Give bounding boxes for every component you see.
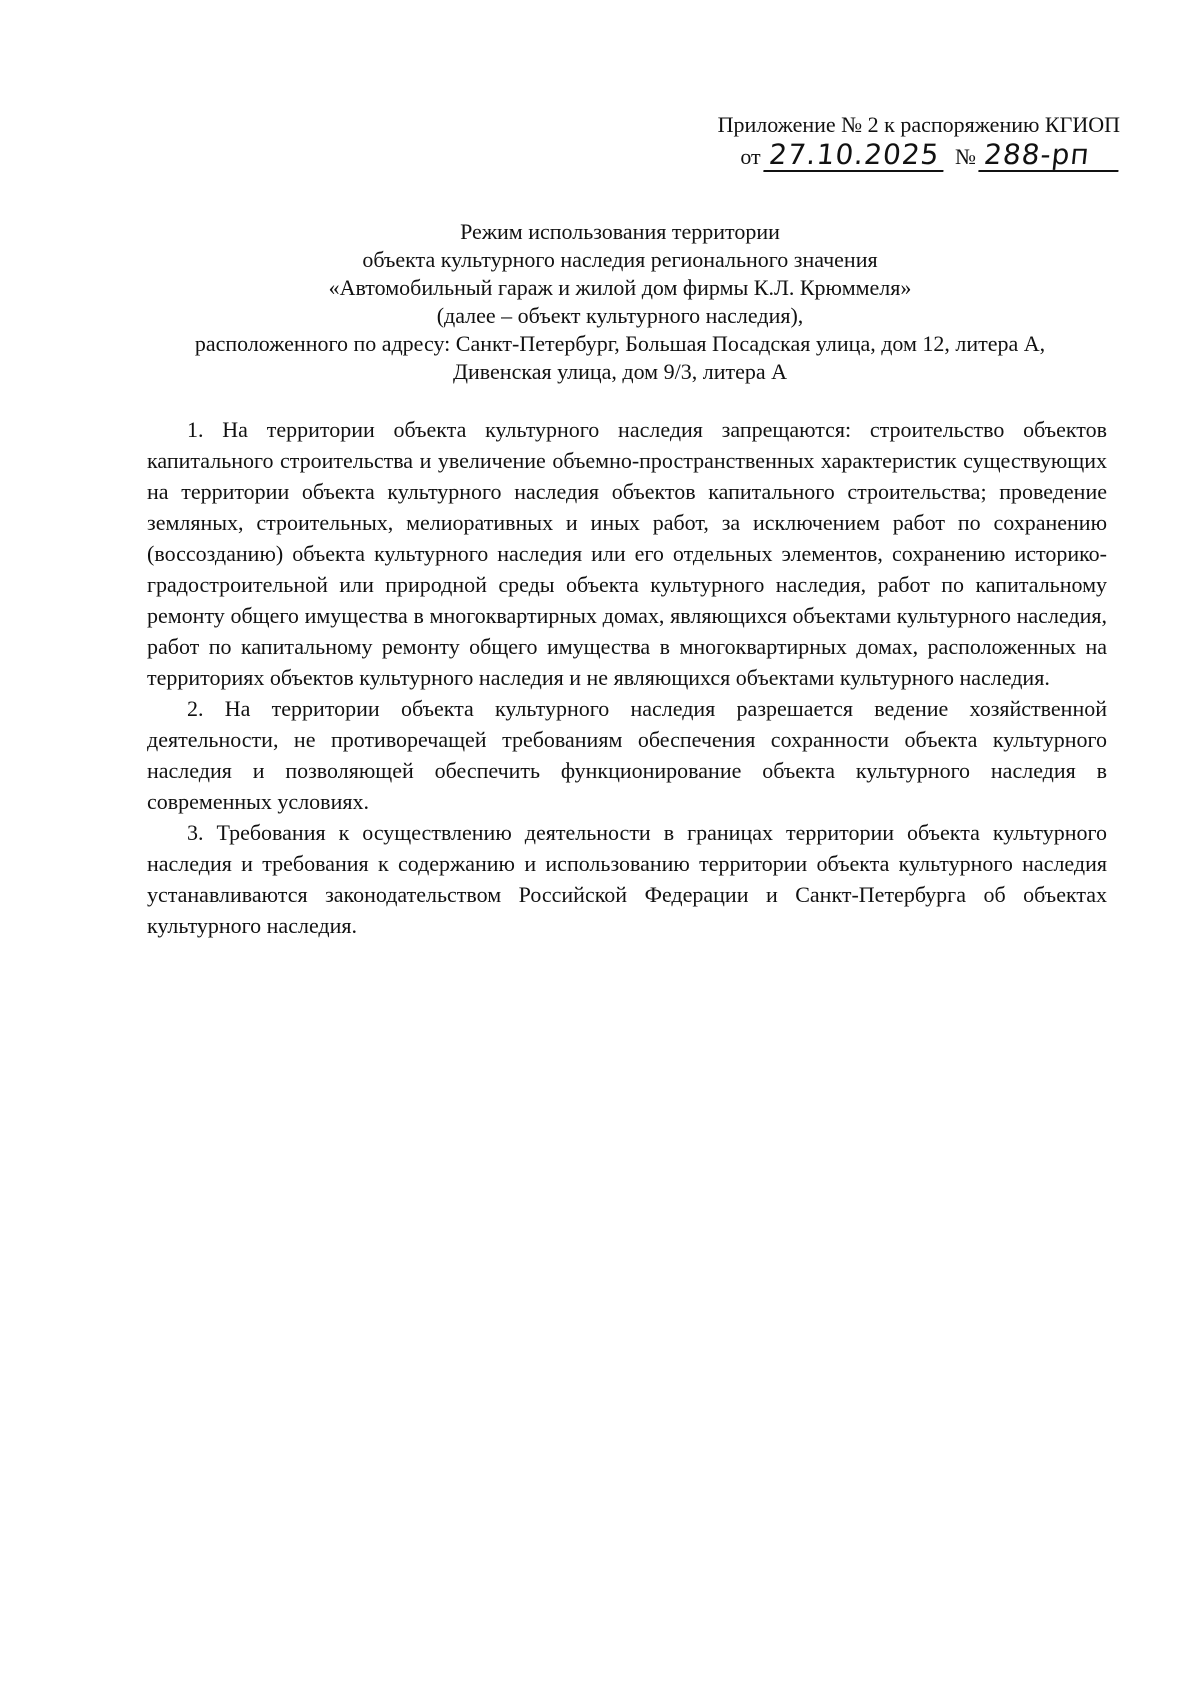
number-prefix: № — [955, 144, 976, 169]
document-title — [140, 218, 1100, 386]
document-body — [147, 414, 1107, 941]
handwritten-date: 27.10.2025 — [763, 140, 947, 172]
title-line: расположенного по адресу: Санкт-Петербург, Большая Посадская улица, дом 12, литера А, — [194, 331, 1046, 356]
appendix-header — [600, 110, 1120, 172]
paragraph-1: 1. На территории объекта культурного наследия запрещаются: строительство объектов капитального строительства и увеличение объемно-пространственных характеристик существующих на территории объекта культурного наследия объектов капитального строительства; проведение земляных, строительных, мелиоративных и иных работ, за исключением работ по сохранению (воссозданию) объекта культурного наследия или его отдельных элементов, сохранению историко-градостроительной или природной среды объекта культурного наследия, работ по капитальному ремонту общего имущества в многоквартирных домах, являющихся объектами культурного наследия, работ по капитальному ремонту общего имущества в многоквартирных домах, расположенных на территориях объектов культурного наследия и не являющихся объектами культурного наследия. — [147, 417, 1107, 690]
title-line: Режим использования территории — [460, 219, 780, 244]
paragraph-2: 2. На территории объекта культурного наследия разрешается ведение хозяйственной деятельности, не противоречащей требованиям обеспечения сохранности объекта культурного наследия и позволяющей обеспечить функционирование объекта культурного наследия в современных условиях. — [147, 696, 1107, 814]
date-prefix: от — [740, 144, 761, 169]
appendix-date-number — [600, 140, 1120, 172]
paragraph-3: 3. Требования к осуществлению деятельности в границах территории объекта культурного наследия и требования к содержанию и использованию территории объекта культурного наследия устанавливаются законодательством Российской Федерации и Санкт-Петербурга об объектах культурного наследия. — [147, 820, 1107, 938]
appendix-title: Приложение № 2 к распоряжению КГИОП — [717, 112, 1120, 137]
title-line: (далее – объект культурного наследия), — [436, 303, 804, 328]
title-line: Дивенская улица, дом 9/3, литера А — [453, 359, 787, 384]
title-line: «Автомобильный гараж и жилой дом фирмы К.Л. Крюммеля» — [328, 275, 912, 300]
title-line: объекта культурного наследия регионального значения — [362, 247, 878, 272]
handwritten-number: 288-рп — [978, 140, 1121, 172]
